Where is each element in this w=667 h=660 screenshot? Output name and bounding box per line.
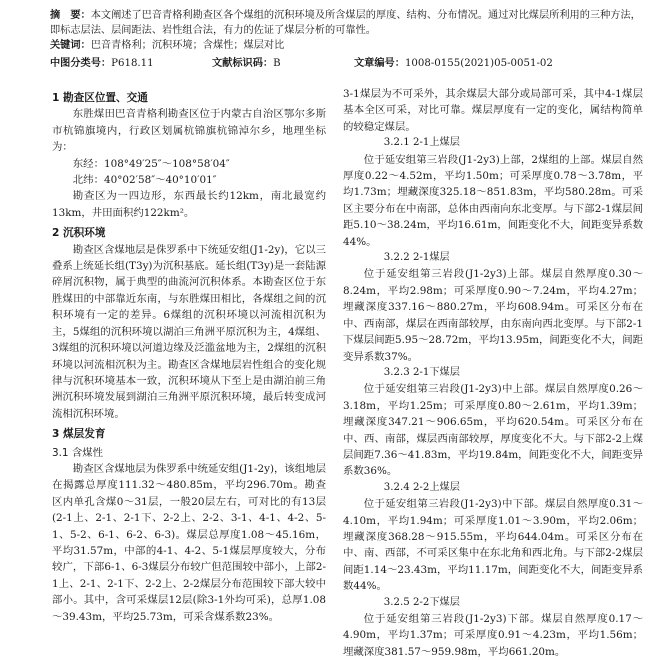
abstract-text: 本文阐述了巴音青格利勘查区各个煤组的沉积环境及所含煤层的厚度、结构、分布情况。通过对比煤层所利用的三种方法，即标志层法、层间距法、岩性组合法，有力的佐证了煤层分析的可靠性。	[50, 10, 641, 36]
article-label: 文章编号：	[354, 58, 405, 69]
paragraph: 勘查区含煤地层是侏罗系中下统延安组(J1-2y)，它以三叠系上统延长组(T3y)为沉积基底。延长组(T3y)是一套陆源碎屑沉积物，属于典型的曲流河沉积体系。本勘查区位于东胜煤田的中部靠近东南，与东胜煤田相比，各煤组之间的沉积环境有一定的差异。6煤组的沉积环境以河流相沉积为主，5煤组的沉积环境以湖泊三角洲平原沉积为主，4煤组、3煤组的沉积环境以河道边缘及泛滥盆地为主，2煤组的沉积环境以河流相沉积为主。勘查区含煤地层岩性组合的变化规律与沉积环境基本一致，沉积环境从下至上是由湖泊前三角洲沉积环境发展到湖泊三角洲平原沉积环境，最后转变成河流相沉积环境。	[52, 243, 326, 420]
section-1-heading: 1 勘查区位置、交通	[52, 92, 148, 104]
section-3-2-4-heading: 3.2.4 2-2上煤层	[383, 481, 460, 493]
keywords-label: 关键词：	[50, 40, 91, 51]
section-3-2-2-heading: 3.2.2 2-1煤层	[383, 252, 450, 264]
longitude: 东经：108°49′25″～108°58′04″	[72, 157, 230, 170]
clc-label: 中图分类号：	[50, 58, 112, 69]
abstract	[50, 8, 650, 38]
article-header	[50, 8, 650, 53]
paragraph: 3-1煤层为不可采外，其余煤层大部分或局部可采，其中4-1煤层基本全区可采，对比可靠。煤层厚度有一定的变化，属结构简单的较稳定煤层。	[343, 88, 643, 133]
doc-code	[212, 54, 281, 69]
keywords	[50, 38, 650, 53]
paragraph: 位于延安组第三岩段(J1-2y3)上部。煤层自然厚度0.30～8.24m，平均2.98m；可采厚度0.90～7.24m，平均4.27m；埋藏深度337.16～880.27m，平均608.94m。可采区分布在中、西南部，煤层在西南部较厚，由东南向西北变厚。与下部2-1下煤层间距5.95～28.72m，平均13.95m，间距变化不大，间距变异系数37%。	[343, 268, 643, 363]
section-2-heading: 2 沉积环境	[52, 227, 106, 240]
paragraph: 位于延安组第三岩段(J1-2y3)上部，2煤组的上部。煤层自然厚度0.22～4.52m，平均1.50m；可采厚度0.78～3.78m，平均1.73m；埋藏深度325.18～851.83m，平均580.28m。可采区主要分布在中南部，总体由西南向东北变厚。与下部2-1煤层间距5.10～38.24m，平均16.61m，间距变化不大，间距变异系数44%。	[343, 153, 643, 248]
clc-number	[50, 54, 154, 69]
paragraph: 勘查区为一四边形，东西最长约12km，南北最宽约13km，井田面积约122km²。	[52, 190, 326, 219]
section-3-heading: 3 煤层发育	[52, 428, 106, 441]
paragraph: 勘查区含煤地层为侏罗系中统延安组(J1-2y)，该组地层在揭露总厚度111.32～480.85m，平均296.70m。勘查区内单孔含煤0～31层，一般20层左右，可对比的有13层(2-1上、2-1、2-1下、2-2上、2-2、3-1、4-1、4-2、5-1、5-2、6-1、6-2、6-3)。煤层总厚度1.08～45.16m，平均31.57m，中部的4-1、4-2、5-1煤层厚度较大，分布较广，下部6-1、6-3煤层分布较广但范围较中部小，上部2-1上、2-1、2-1下、2-2上、2-2煤层分布范围较下部大较中部小。其中，含可采煤层12层(除3-1外均可采)，总厚1.08～39.43m，平均25.73m，可采含煤系数23%。	[52, 462, 326, 623]
section-3-2-1-heading: 3.2.1 2-1上煤层	[383, 137, 460, 149]
abstract-label: 摘 要：	[50, 10, 91, 21]
paragraph: 位于延安组第三岩段(J1-2y3)中下部。煤层自然厚度0.31～4.10m，平均1.94m；可采厚度1.01～3.90m，平均2.06m；埋藏深度368.28～915.55m，平均644.04m。可采区分布在中、南、西部，不可采区集中在东北角和西北角。与下部2-2煤层间距1.14～23.43m，平均11.17m，间距变化不大，间距变异系数44%。	[343, 498, 643, 593]
section-3-1-heading: 3.1 含煤性	[52, 446, 103, 459]
keywords-text: 巴音青格利；沉积环境；含煤性；煤层对比	[90, 40, 285, 51]
paragraph: 位于延安组第三岩段(J1-2y3)下部。煤层自然厚度0.17～4.90m，平均1.37m；可采厚度0.91～4.23m，平均1.56m；埋藏深度381.57～959.98m，平均661.20m。	[343, 613, 643, 658]
clc-value: P618.11	[111, 58, 154, 69]
paragraph: 位于延安组第三岩段(J1-2y3)中上部。煤层自然厚度0.26～3.18m，平均1.25m；可采厚度0.80～2.61m，平均1.39m；埋藏深度347.21～906.65m，平均620.54m。可采区分布在中、西、南部，煤层西南部较厚，厚度变化不大。与下部2-2上煤层间距7.36～41.83m，平均19.84m，间距变化不大，间距变异系数36%。	[343, 383, 643, 478]
section-3-2-3-heading: 3.2.3 2-1下煤层	[383, 366, 460, 378]
doc-value: B	[273, 58, 281, 69]
article-value: 1008-0155(2021)05-0051-02	[404, 58, 553, 69]
right-column	[343, 86, 643, 660]
paragraph: 东胜煤田巴音青格利勘查区位于内蒙古自治区鄂尔多斯市杭锦旗境内，行政区划属杭锦旗杭锦淖尔乡，地理坐标为：	[52, 108, 326, 154]
article-number	[354, 54, 553, 69]
left-column	[52, 86, 326, 625]
section-3-2-5-heading: 3.2.5 2-2下煤层	[383, 596, 460, 608]
doc-label: 文献标识码：	[212, 58, 274, 69]
latitude: 北纬：40°02′58″～40°10′01″	[72, 174, 217, 187]
